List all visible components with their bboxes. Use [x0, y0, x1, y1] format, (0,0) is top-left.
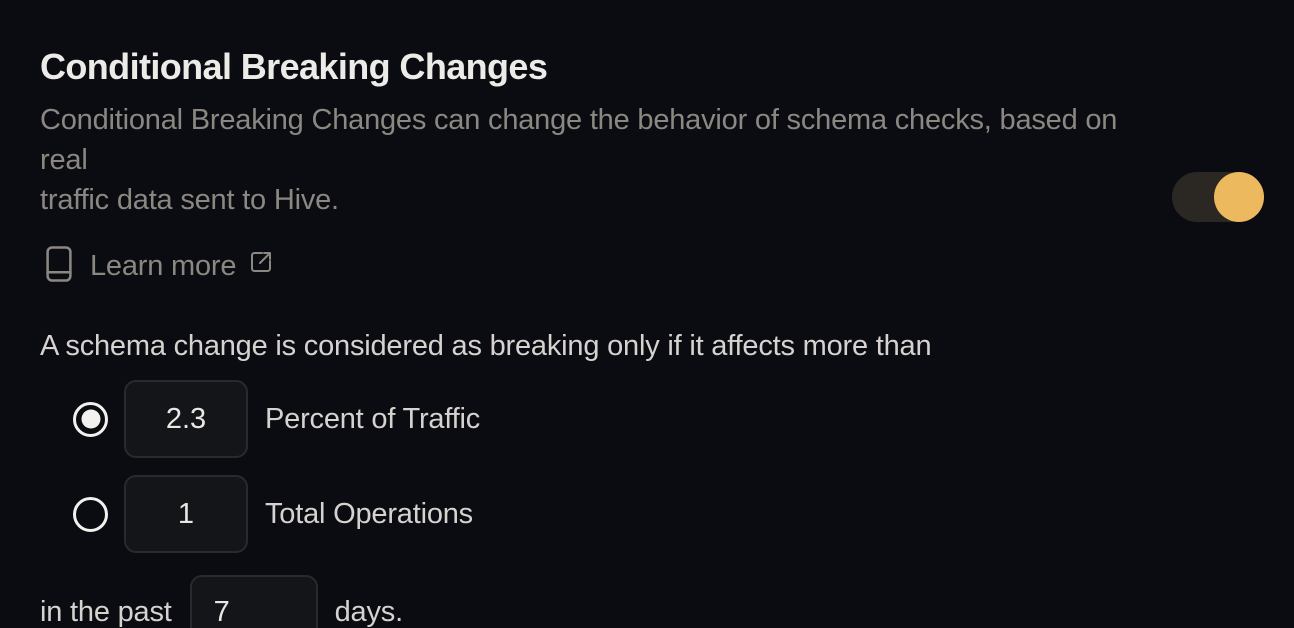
section-description: [40, 100, 1140, 220]
toggle-knob: [1214, 172, 1264, 222]
radio-percent-of-traffic[interactable]: [73, 402, 108, 437]
period-days-input[interactable]: [190, 575, 318, 628]
condition-intro-text: A schema change is considered as breaking only if it affects more than: [40, 330, 932, 362]
learn-more-link[interactable]: [40, 246, 273, 286]
radio-total-operations[interactable]: [73, 497, 108, 532]
book-icon: [45, 245, 73, 288]
total-operations-label: Total Operations: [265, 497, 473, 530]
external-link-icon: [249, 250, 273, 279]
learn-more-label: Learn more: [90, 249, 237, 282]
period-prefix: in the past: [40, 595, 172, 628]
total-operations-input[interactable]: [124, 475, 248, 553]
period-row: [40, 575, 1264, 628]
description-line-1: Conditional Breaking Changes can change the behavior of schema checks, based on real: [40, 104, 1118, 176]
period-suffix: days.: [334, 595, 403, 628]
percent-of-traffic-row: [40, 380, 1264, 458]
percent-of-traffic-input[interactable]: [124, 380, 248, 458]
section-title: Conditional Breaking Changes: [40, 46, 548, 87]
total-operations-row: [40, 475, 1264, 553]
conditional-breaking-changes-toggle[interactable]: [1172, 172, 1264, 222]
percent-of-traffic-label: Percent of Traffic: [265, 402, 481, 435]
description-line-2: traffic data sent to Hive.: [40, 184, 339, 216]
